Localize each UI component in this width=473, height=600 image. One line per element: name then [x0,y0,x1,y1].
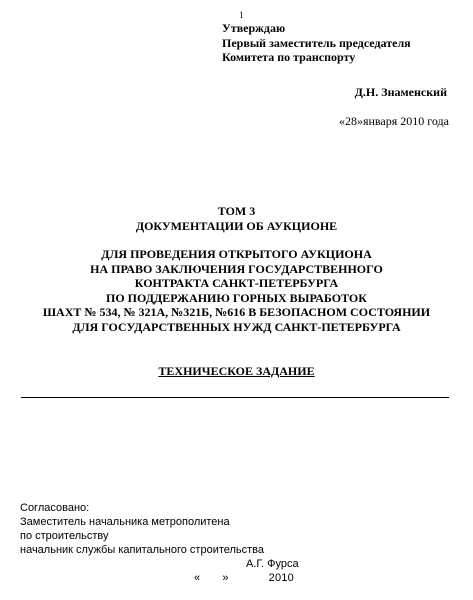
agreed-position-detail: по строительству [20,530,109,542]
volume-title: ДОКУМЕНТАЦИИ ОБ АУКЦИОНЕ [135,218,338,233]
technical-task-title [0,364,473,379]
agreed-department: начальник службы капитального строительства [20,544,265,556]
page-number: 1 [239,10,244,20]
agreed-date-open-quote: « [194,572,201,584]
agreed-position: Заместитель начальника метрополитена [20,516,230,528]
volume-heading [0,204,473,233]
approval-signer: Д.Н. Знаменский [354,85,447,99]
subject-line: ПО ПОДДЕРЖАНИЮ ГОРНЫХ ВЫРАБОТОК [106,290,367,305]
subject-line: КОНТРАКТА САНКТ-ПЕТЕРБУРГА [134,276,339,291]
subject-line: ДЛЯ ПРОВЕДЕНИЯ ОТКРЫТОГО АУКЦИОНА [101,247,372,261]
technical-task-title-text: ТЕХНИЧЕСКОЕ ЗАДАНИЕ [158,364,315,378]
agreed-label: Согласовано: [20,502,90,514]
approval-date: «28»января 2010 года [338,114,449,128]
subject-line: ШАХТ № 534, № 321А, №321Б, №616 В БЕЗОПАСНОМ СОСТОЯНИИ [42,305,431,320]
subject-line: ДЛЯ ГОСУДАРСТВЕННЫХ НУЖД САНКТ-ПЕТЕРБУРГА [72,319,401,334]
approval-position: Первый заместитель председателя [222,35,411,50]
approval-title: Утверждаю [222,21,286,35]
agreed-signer: А.Г. Фурса [246,558,299,570]
horizontal-rule [21,397,449,398]
agreed-date-close-quote: » [222,572,229,584]
approval-organization: Комитета по транспорту [222,50,356,64]
volume-number: ТОМ 3 [217,204,256,218]
agreed-date-year: 2010 [268,572,294,584]
approval-block [222,21,411,65]
agreed-date [194,571,294,585]
subject-heading [0,247,473,335]
subject-line: НА ПРАВО ЗАКЛЮЧЕНИЯ ГОСУДАРСТВЕННОГО [90,261,383,276]
